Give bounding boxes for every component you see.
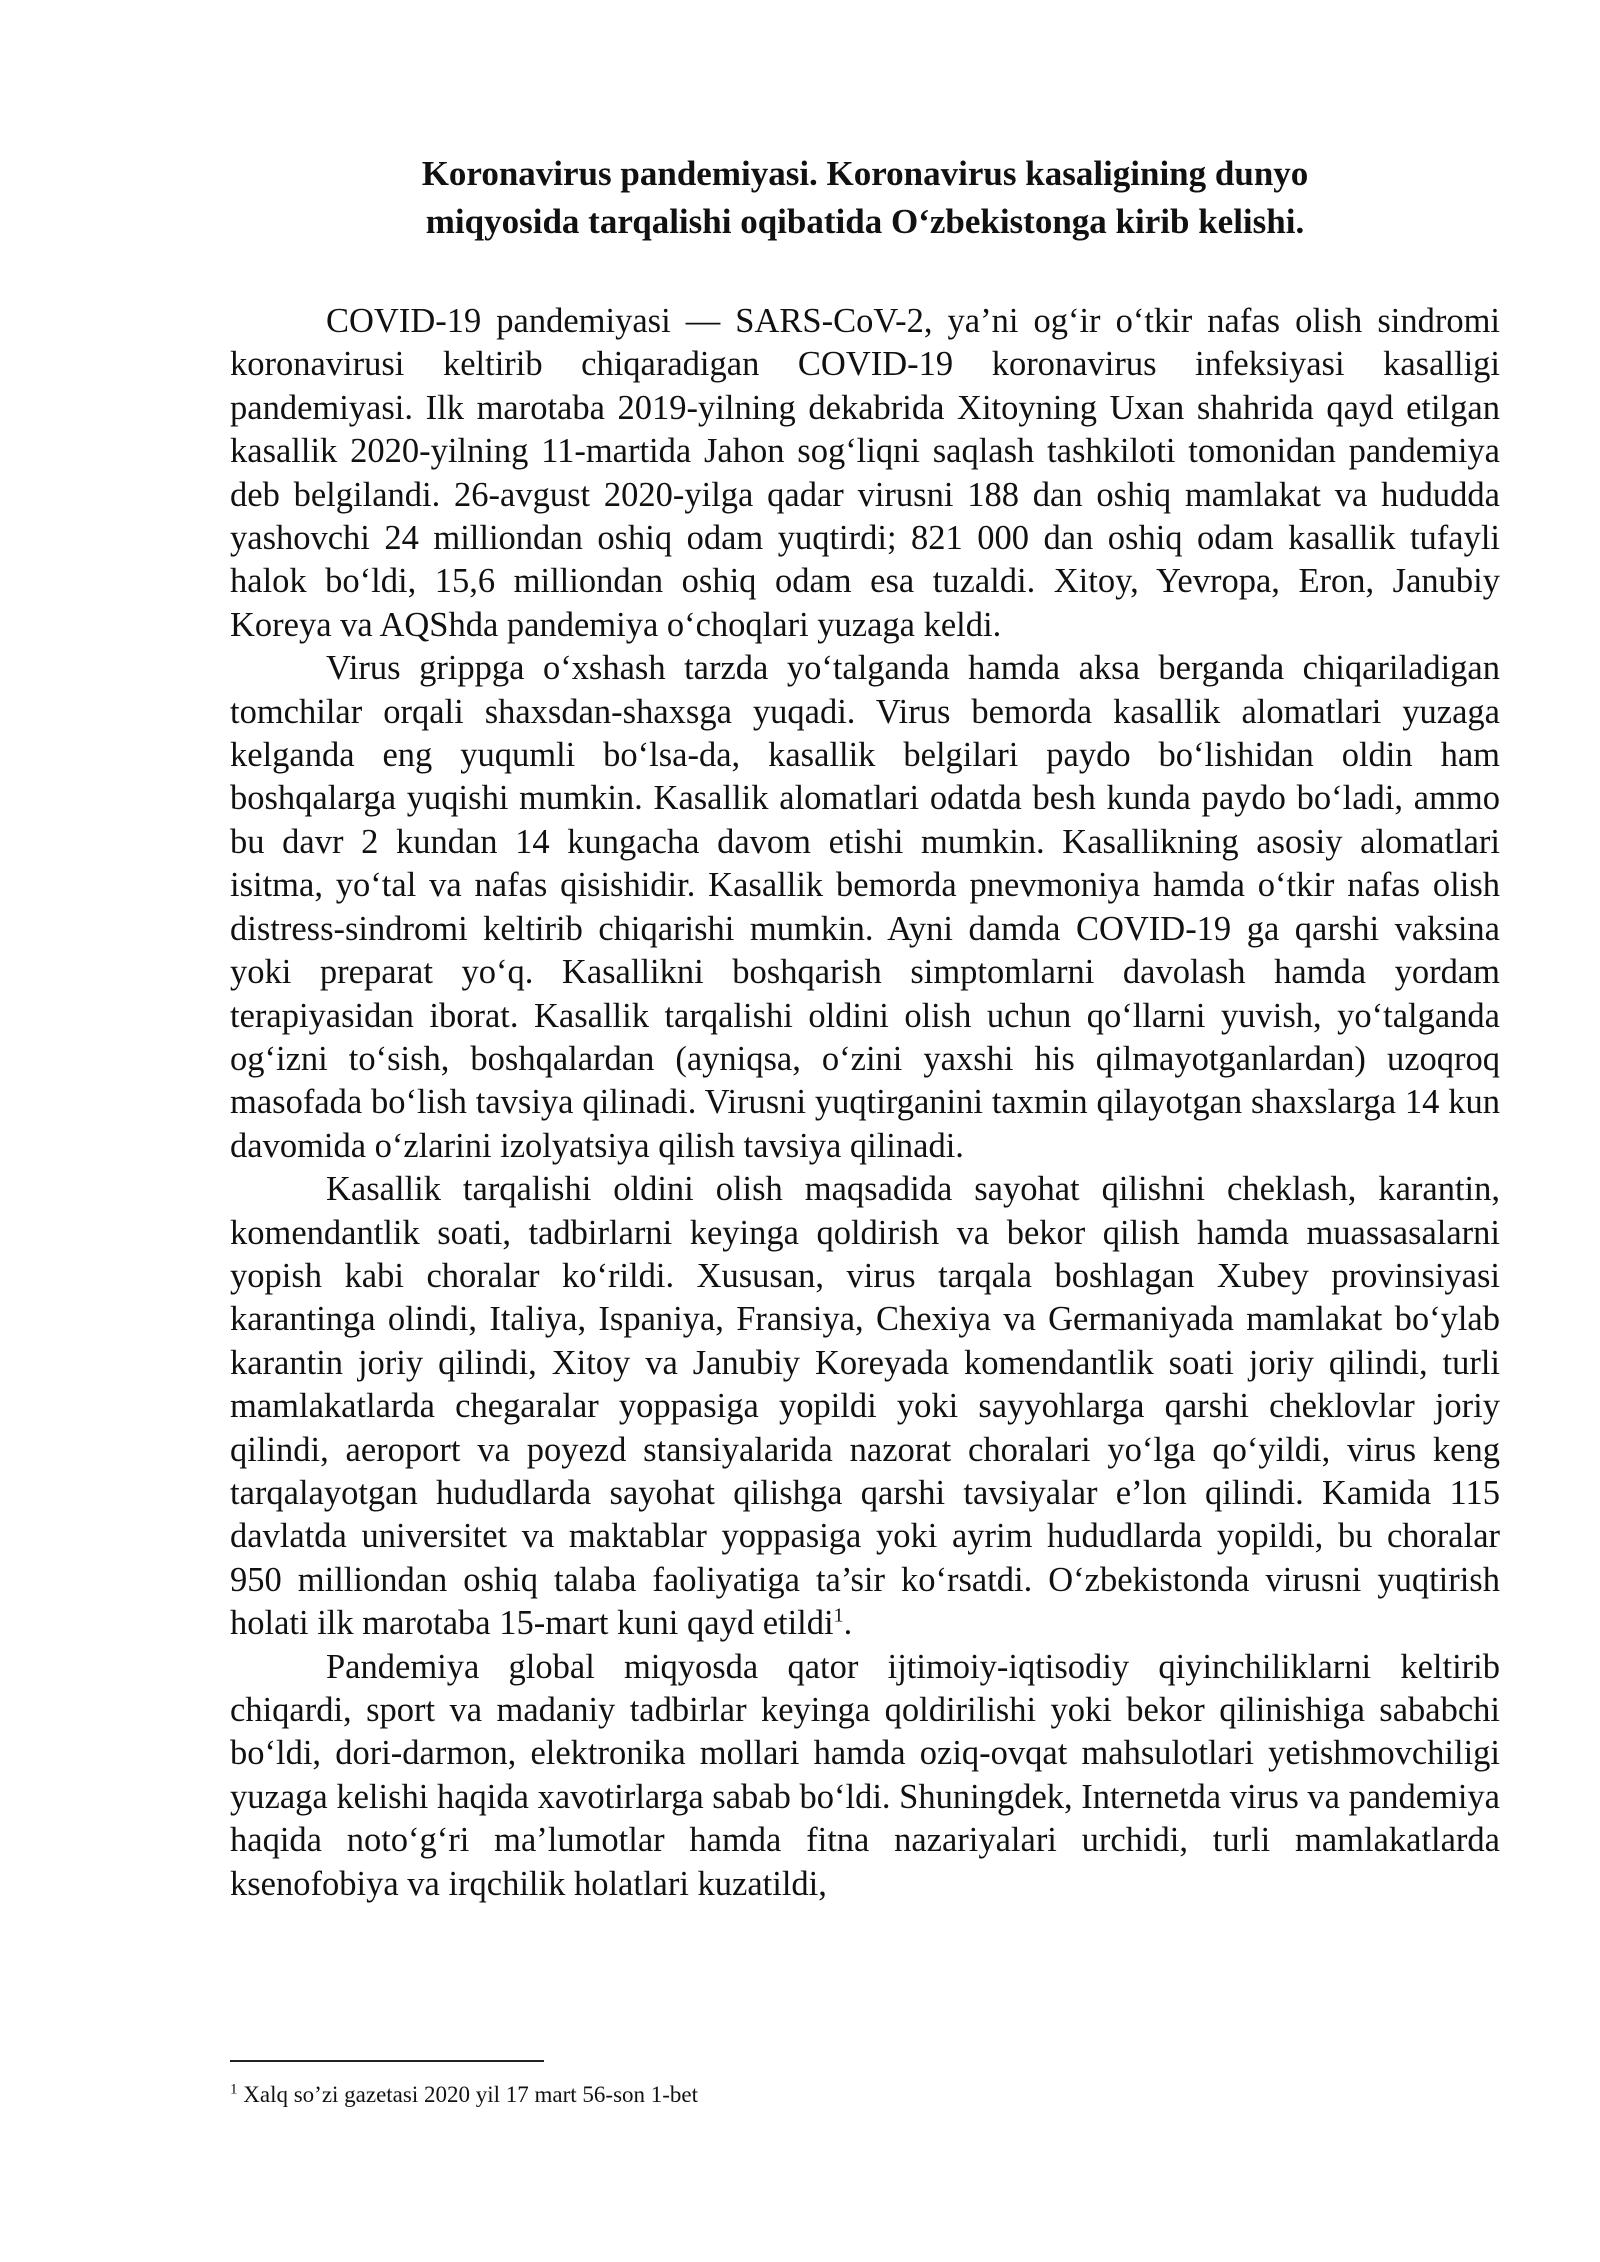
paragraph-4: Pandemiya global miqyosda qator ijtimoiy-iqtisodiy qiyinchiliklarni keltirib chiqardi, sport va madaniy tadbirlar keyinga qoldirilishi yoki bekor qilinishiga sababchi bo‘ldi, dori-darmon, elektronika mollari hamda oziq-ovqat mahsulotlari yetishmovchiligi yuzaga kelishi haqida xavotirlarga sabab bo‘ldi. Shuningdek, Internetda virus va pandemiya haqida noto‘g‘ri ma’lumotlar hamda fitna nazariyalari urchidi, turli mamlakatlarda ksenofobiya va irqchilik holatlari kuzatildi, (230, 1647, 1500, 1903)
footnote-number: 1 (230, 2081, 238, 2098)
footnote-text: Xalq so’zi gazetasi 2020 yil 17 mart 56-son 1-bet (243, 2082, 699, 2107)
paragraph-3-text: Kasallik tarqalishi oldini olish maqsadida sayohat qilishni cheklash, karantin, komendantlik soati, tadbirlarni keyinga qoldirish va bekor qilish hamda muassasalarni yopish kabi choralar ko‘rildi. Xususan, virus tarqala boshlagan Xubey provinsiyasi karantinga olindi, Italiya, Ispaniya, Fransiya, Chexiya va Germaniyada mamlakat bo‘ylab karantin joriy qilindi, Xitoy va Janubiy Koreyada komendantlik soati joriy qilindi, turli mamlakatlarda chegaralar yoppasiga yopildi yoki sayyohlarga qarshi cheklovlar joriy qilindi, aeroport va poyezd stansiyalarida nazorat choralari yo‘lga qo‘yildi, virus keng tarqalayotgan hududlarda sayohat qilishga qarshi tavsiyalar e’lon qilindi. Kamida 115 davlatda universitet va maktablar yoppasiga yoki ayrim hududlarda yopildi, bu choralar 950 milliondan oshiq talaba faoliyatiga ta’sir ko‘rsatdi. O‘zbekistonda virusni yuqtirish holati ilk marotaba 15-mart kuni qayd etildi (230, 1170, 1500, 1643)
paragraph-2: Virus grippga o‘xshash tarzda yo‘talganda hamda aksa berganda chiqariladigan tomchilar orqali shaxsdan-shaxsga yuqadi. Virus bemorda kasallik alomatlari yuzaga kelganda eng yuqumli bo‘lsa-da, kasallik belgilari paydo bo‘lishidan oldin ham boshqalarga yuqishi mumkin. Kasallik alomatlari odatda besh kunda paydo bo‘ladi, ammo bu davr 2 kundan 14 kungacha davom etishi mumkin. Kasallikning asosiy alomatlari isitma, yo‘tal va nafas qisishidir. Kasallik bemorda pnevmoniya hamda o‘tkir nafas olish distress-sindromi keltirib chiqarishi mumkin. Ayni damda COVID-19 ga qarshi vaksina yoki preparat yo‘q. Kasallikni boshqarish simptomlarni davolash hamda yordam terapiyasidan iborat. Kasallik tarqalishi oldini olish uchun qo‘llarni yuvish, yo‘talganda og‘izni to‘sish, boshqalardan (ayniqsa, o‘zini yaxshi his qilmayotganlardan) uzoqroq masofada bo‘lish tavsiya qilinadi. Virusni yuqtirganini taxmin qilayotgan shaxslarga 14 kun davomida o‘zlarini izolyatsiya qilish tavsiya qilinadi. (230, 649, 1500, 1165)
paragraph-1: COVID-19 pandemiyasi — SARS-CoV-2, ya’ni og‘ir o‘tkir nafas olish sindromi koronavirusi keltirib chiqaradigan COVID-19 koronavirus infeksiyasi kasalligi pandemiyasi. Ilk marotaba 2019-yilning dekabrida Xitoyning Uxan shahrida qayd etilgan kasallik 2020-yilning 11-martida Jahon sog‘liqni saqlash tashkiloti tomonidan pandemiya deb belgilandi. 26-avgust 2020-yilga qadar virusni 188 dan oshiq mamlakat va hududda yashovchi 24 milliondan oshiq odam yuqtirdi; 821 000 dan oshiq odam kasallik tufayli halok bo‘ldi, 15,6 milliondan oshiq odam esa tuzaldi. Xitoy, Yevropa, Eron, Janubiy Koreya va AQShda pandemiya o‘choqlari yuzaga keldi. (230, 302, 1500, 644)
footnote-reference[interactable]: 1 (833, 1604, 844, 1627)
footnote-separator (230, 2060, 544, 2062)
body-text (230, 300, 1500, 1906)
paragraph-3-end: . (843, 1604, 853, 1643)
paragraph-3 (230, 1168, 1500, 1645)
page-title (230, 150, 1500, 246)
title-line-1: Koronavirus pandemiyasi. Koronavirus kasaligining dunyo (421, 154, 1309, 193)
title-line-2: miqyosida tarqalishi oqibatida O‘zbekistonga kirib kelishi. (425, 202, 1305, 241)
footnote (230, 2080, 1500, 2110)
